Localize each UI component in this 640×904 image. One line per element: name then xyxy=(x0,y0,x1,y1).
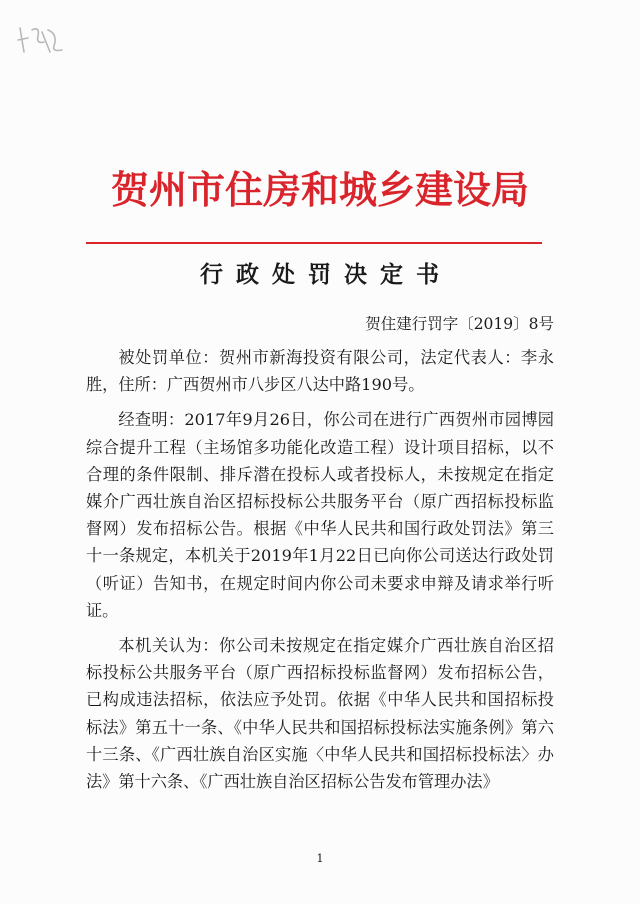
page-number: 1 xyxy=(316,852,324,865)
handwritten-mark xyxy=(14,22,78,62)
red-divider xyxy=(86,242,542,244)
paragraph-findings: 经查明：2017年9月26日，你公司在进行广西贺州市园博园综合提升工程（主场馆多功能化改造工程）设计项目招标，以不合理的条件限制、排斥潜在投标人或者投标人，未按规定在指定媒介广西壮族自治区招标投标公共服务平台（原广西招标投标监督网）发布招标公告。根据《中华人民共和国行政处罚法》第三十一条规定，本机关于2019年1月22日已向你公司送达行政处罚（听证）告知书，在规定时间内你公司未要求申辩及请求举行听证。 xyxy=(86,410,554,620)
document-number: 贺住建行罚字〔2019〕8号 xyxy=(365,315,554,333)
paragraph-determination: 本机关认为：你公司未按规定在指定媒介广西壮族自治区招标投标公共服务平台（原广西招标投标监督网）发布招标公告，已构成违法招标，依法应予处罚。依据《中华人民共和国招标投标法》第五十一条、《中华人民共和国招标投标法实施条例》第六十三条、《广西壮族自治区实施〈中华人民共和国招标投标法〉办法》第十六条、《广西壮族自治区招标公告发布管理办法》 xyxy=(86,636,554,792)
paragraph-party: 被处罚单位：贺州市新海投资有限公司，法定代表人：李永胜，住所：广西贺州市八步区八达中路190号。 xyxy=(86,348,554,395)
issuing-agency: 贺州市住房和城乡建设局 xyxy=(110,167,529,212)
document-body xyxy=(86,344,554,803)
document-title: 行政处罚决定书 xyxy=(200,261,452,288)
